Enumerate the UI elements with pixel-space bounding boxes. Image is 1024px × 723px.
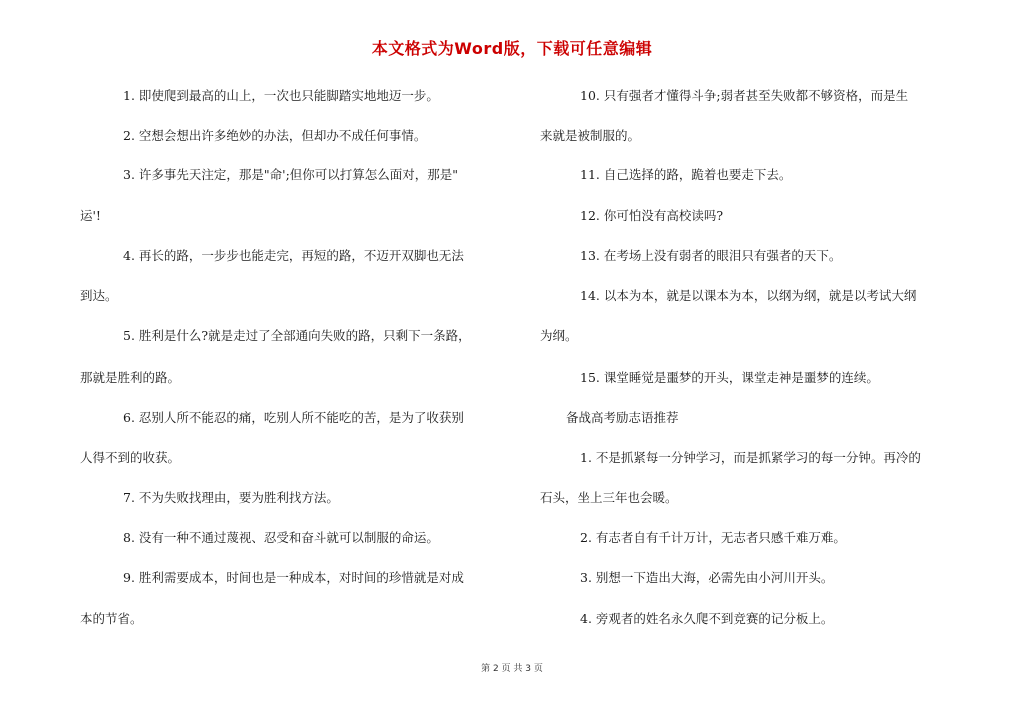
text-line: 11. 自己选择的路，跪着也要走下去。 — [580, 167, 792, 182]
text-line: 本的节省。 — [80, 611, 143, 626]
text-line: 1. 即使爬到最高的山上，一次也只能脚踏实地地迈一步。 — [123, 88, 439, 103]
watermark-banner: 本文格式为Word版，下载可任意编辑 — [371, 39, 653, 58]
text-line: 来就是被制服的。 — [540, 128, 641, 143]
text-line: 13. 在考场上没有弱者的眼泪只有强者的天下。 — [580, 248, 842, 263]
text-line: 14. 以本为本，就是以课本为本，以纲为纲，就是以考试大纲 — [580, 288, 917, 303]
text-line: 6. 忍别人所不能忍的痛，吃别人所不能吃的苦，是为了收获别 — [123, 410, 464, 425]
section-heading: 备战高考励志语推荐 — [566, 410, 679, 425]
text-line: 4. 再长的路，一步步也能走完，再短的路，不迈开双脚也无法 — [123, 248, 464, 263]
text-line: 9. 胜利需要成本，时间也是一种成本，对时间的珍惜就是对成 — [123, 570, 464, 585]
text-line: 7. 不为失败找理由，要为胜利找方法。 — [123, 490, 339, 505]
text-line: 10. 只有强者才懂得斗争;弱者甚至失败都不够资格，而是生 — [580, 88, 909, 103]
text-line: 2. 空想会想出许多绝妙的办法，但却办不成任何事情。 — [123, 128, 427, 143]
text-line: 12. 你可怕没有高校读吗? — [580, 208, 724, 223]
text-line: 3. 别想一下造出大海，必需先由小河川开头。 — [580, 570, 834, 585]
text-line: 1. 不是抓紧每一分钟学习，而是抓紧学习的每一分钟。再冷的 — [580, 450, 921, 465]
text-line: 2. 有志者自有千计万计，无志者只感千难万难。 — [580, 530, 846, 545]
text-line: 石头，坐上三年也会暖。 — [540, 490, 678, 505]
text-line: 到达。 — [80, 288, 118, 303]
text-line: 15. 课堂睡觉是噩梦的开头，课堂走神是噩梦的连续。 — [580, 370, 879, 385]
text-line: 8. 没有一种不通过蔑视、忍受和奋斗就可以制服的命运。 — [123, 530, 439, 545]
text-line: 为纲。 — [540, 328, 578, 343]
text-line: 运'! — [80, 208, 101, 223]
page-number: 第 2 页 共 3 页 — [481, 664, 543, 674]
text-line: 3. 许多事先天注定，那是"命';但你可以打算怎么面对，那是" — [123, 167, 459, 182]
text-line: 4. 旁观者的姓名永久爬不到竞赛的记分板上。 — [580, 611, 834, 626]
text-line: 那就是胜利的路。 — [80, 370, 181, 385]
text-line: 5. 胜利是什么?就是走过了全部通向失败的路，只剩下一条路， — [123, 328, 471, 343]
text-line: 人得不到的收获。 — [80, 450, 181, 465]
